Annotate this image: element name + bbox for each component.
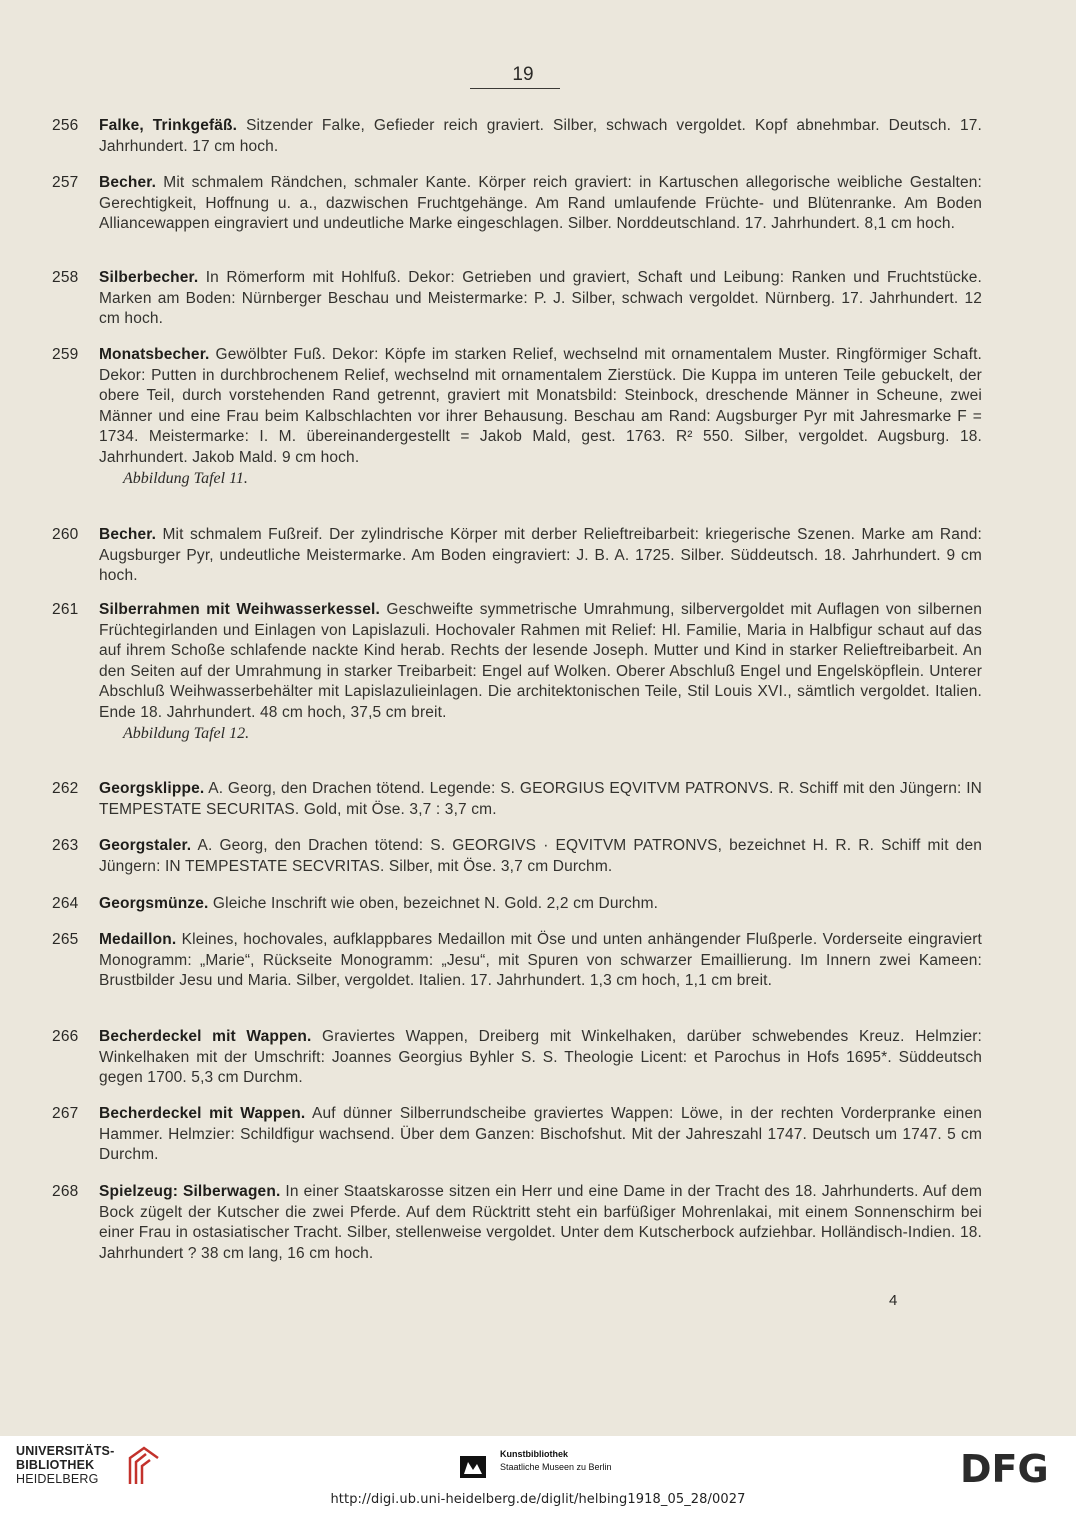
entry-body <box>99 600 982 723</box>
catalog-entry <box>52 116 982 157</box>
entry-number: 259 <box>52 346 79 363</box>
library-emblem-icon <box>124 1444 164 1488</box>
entry-text: Graviertes Wappen, Dreiberg mit Winkelhaken, darüber schwebendes Kreuz. Helmzier: Winkelhaken mit der Umschrift: Joannes Georgius Byhler S. S. Theologie Licent: et Parochus in Hofs 1695*. Süddeutsch gegen 1700. 5,3 cm Durchm. <box>99 1028 982 1086</box>
footer-bar <box>0 1436 1076 1513</box>
catalog-entry <box>52 600 982 744</box>
catalog-entry <box>52 1182 982 1264</box>
entry-title: Georgstaler. <box>99 837 192 854</box>
library-name-line: BIBLIOTHEK <box>16 1458 95 1472</box>
entry-number: 261 <box>52 601 79 618</box>
entry-number: 267 <box>52 1105 79 1122</box>
entry-body <box>99 1104 982 1166</box>
entry-title: Becher. <box>99 526 157 543</box>
entry-number: 260 <box>52 526 79 543</box>
entry-title: Becherdeckel mit Wappen. <box>99 1105 306 1122</box>
entry-title: Becherdeckel mit Wappen. <box>99 1028 312 1045</box>
kunstbibliothek-logo[interactable] <box>458 1448 658 1492</box>
entry-body <box>99 268 982 330</box>
catalog-entry <box>52 525 982 587</box>
entry-title: Becher. <box>99 174 157 191</box>
catalog-entry <box>52 345 982 489</box>
entry-number: 268 <box>52 1183 79 1200</box>
entry-number: 266 <box>52 1028 79 1045</box>
entry-text: Mit schmalem Rändchen, schmaler Kante. Körper reich graviert: in Kartuschen allegorische weibliche Gestalten: Gerechtigkeit, Hoffnung u. a., dazwischen Fruchtgehänge. Am Rand umlaufende Früchte- und Blütenranke. Am Boden Alliancewappen eingraviert und undeutliche Marke eingeschlagen. Silber. Norddeutschland. 17. Jahrhundert. 8,1 cm hoch. <box>99 174 982 232</box>
entry-number: 263 <box>52 837 79 854</box>
catalog-entry <box>52 268 982 330</box>
entry-text: Gleiche Inschrift wie oben, bezeichnet N. Gold. 2,2 cm Durchm. <box>208 895 659 912</box>
entry-text: Auf dünner Silberrundscheibe graviertes Wappen: Löwe, in der rechten Vorderpranke einen Hammer. Helmzier: Schildfigur wachsend. Über dem Ganzen: Bischofshut. Mit der Jahreszahl 1747. Deutsch um 1747. 5 cm Durchm. <box>99 1105 982 1163</box>
entry-body <box>99 345 982 468</box>
entry-number: 257 <box>52 174 79 191</box>
dfg-logo-text: DFG <box>960 1448 1049 1488</box>
entry-body <box>99 1027 982 1089</box>
entry-title: Spielzeug: Silberwagen. <box>99 1183 281 1200</box>
entry-title: Silberrahmen mit Weihwasserkessel. <box>99 601 380 618</box>
entry-body <box>99 1182 982 1264</box>
entry-text: Gewölbter Fuß. Dekor: Köpfe im starken Relief, wechselnd mit ornamentalem Muster. Ringförmiger Schaft. Dekor: Putten in durchbrochenem Relief, wechselnd mit ornamentalem Zierstück. Die Kuppa im unteren Teile gebuckelt, der obere Teil, durch vorstehenden Rand getrennt, graviert mit Monatsbild: Steinbock, dreschende Männer in Scheune, zwei Männer und eine Frau beim Kalbschlachten vor ihrer Behausung. Beschau am Rand: Augsburger Pyr mit Jahresmarke F = 1734. Meistermarke: I. M. übereinandergestellt = Jakob Mald, gest. 1763. R² 550. Silber, vergoldet. Augsburg. 18. Jahrhundert. Jakob Mald. 9 cm hoch. <box>99 346 982 466</box>
catalog-entry <box>52 930 982 992</box>
library-name-line: HEIDELBERG <box>16 1472 99 1486</box>
partner-subtitle: Staatliche Museen zu Berlin <box>500 1462 612 1472</box>
catalog-entry <box>52 894 982 915</box>
entry-body <box>99 173 982 235</box>
entry-body <box>99 525 982 587</box>
entry-title: Silberbecher. <box>99 269 199 286</box>
source-url-link[interactable]: http://digi.ub.uni-heidelberg.de/diglit/helbing1918_05_28/0027 <box>330 1492 746 1507</box>
entry-text: In Römerform mit Hohlfuß. Dekor: Getrieben und graviert, Schaft und Leibung: Ranken und Fruchtstücke. Marken am Boden: Nürnberger Beschau und Meistermarke: P. J. Silber, schwach vergoldet. Nürnberg. 17. Jahrhundert. 12 cm hoch. <box>99 269 982 327</box>
entry-body <box>99 836 982 877</box>
entry-text: A. Georg, den Drachen tötend. Legende: S. GEORGIUS EQVITVM PATRONVS. R. Schiff mit den Jüngern: IN TEMPESTATE SECURITAS. Gold, mit Öse. 3,7 : 3,7 cm. <box>99 780 982 818</box>
figure-reference: Abbildung Tafel 12. <box>123 725 250 742</box>
catalog-entry <box>52 836 982 877</box>
entry-title: Georgsmünze. <box>99 895 209 912</box>
entry-text: Kleines, hochovales, aufklappbares Medaillon mit Öse und unten anhängender Flußperle. Vorderseite eingraviert Monogramm: „Marie“, Rückseite Monogramm: „Jesu“, mit Spuren von schwarzer Emaillierung. Im Innern zwei Kameen: Brustbilder Jesu und Maria. Silber, vergoldet. Italien. 17. Jahrhundert. 1,3 cm hoch, 1,1 cm breit. <box>99 931 982 989</box>
entry-text: A. Georg, den Drachen tötend: S. GEORGIVS · EQVITVM PATRONVS, bezeichnet H. R. R. Schiff mit den Jüngern: IN TEMPESTATE SECVRITAS. Silber, mit Öse. 3,7 cm Durchm. <box>99 837 982 875</box>
catalog-entry <box>52 173 982 235</box>
entry-number: 256 <box>52 117 79 134</box>
entry-text: Sitzender Falke, Gefieder reich graviert. Silber, schwach vergoldet. Kopf abnehmbar. Deutsch. 17. Jahrhundert. 17 cm hoch. <box>99 117 982 155</box>
entry-title: Georgsklippe. <box>99 780 205 797</box>
entry-body <box>99 779 982 820</box>
catalog-entry <box>52 779 982 820</box>
entry-text: Geschweifte symmetrische Umrahmung, silbervergoldet mit Auflagen von silbernen Früchtegirlanden und Einlagen von Lapislazuli. Hochovaler Rahmen mit Relief: Hl. Familie, Maria in Halbfigur schaut auf das auf ihrem Schoße schlafende nackte Kind herab. Rechts der lesende Joseph. Mutter und Kind in starker Relieftreibarbeit. An den Seiten auf der Umrahmung in starker Treibarbeit: Engel auf Wolken. Oberer Abschluß Engel und Engelsköpflein. Unterer Abschluß Weihwasserbehälter mit Lapislazulieinlagen. Die architektonischen Teile, Stil Louis XVI., sämtlich vergoldet. Italien. Ende 18. Jahrhundert. 48 cm hoch, 37,5 cm breit. <box>99 601 982 721</box>
entry-number: 258 <box>52 269 79 286</box>
signature-mark: 4 <box>889 1292 898 1309</box>
entry-number: 264 <box>52 895 79 912</box>
entry-number: 265 <box>52 931 79 948</box>
page-number: 19 <box>512 64 534 85</box>
catalog-entry <box>52 1104 982 1166</box>
catalog-entry <box>52 1027 982 1089</box>
entry-body <box>99 930 982 992</box>
entry-title: Medaillon. <box>99 931 177 948</box>
library-name-line: UNIVERSITÄTS- <box>16 1444 115 1458</box>
museum-logo-icon <box>458 1450 488 1480</box>
entry-text: In einer Staatskarosse sitzen ein Herr und eine Dame in der Tracht des 18. Jahrhunderts. Auf dem Bock zügelt der Kutscher die zwei Pferde. Auf dem Rücktritt steht ein barfüßiger Mohrenlakai, mit einem Sonnenschirm bei einer Frau in ostasiatischer Tracht. Silber, stellenweise vergoldet. Unter dem Kutscherbock aufziehbar. Holländisch-Indien. 18. Jahrhundert ? 38 cm lang, 16 cm hoch. <box>99 1183 982 1262</box>
entry-text: Mit schmalem Fußreif. Der zylindrische Körper mit derber Relieftreibarbeit: kriegerische Szenen. Marke am Rand: Augsburger Pyr, undeutliche Meistermarke. Am Boden eingraviert: J. B. A. 1725. Silber. Süddeutsch. 18. Jahrhundert. 9 cm hoch. <box>99 526 982 584</box>
entry-title: Monatsbecher. <box>99 346 210 363</box>
partner-name: Kunstbibliothek <box>500 1449 568 1459</box>
entry-title: Falke, Trinkgefäß. <box>99 117 238 134</box>
dfg-logo[interactable] <box>958 1448 1062 1488</box>
page-number-rule <box>470 88 560 89</box>
entry-number: 262 <box>52 780 79 797</box>
entry-body <box>99 894 982 915</box>
figure-reference: Abbildung Tafel 11. <box>123 470 248 487</box>
entry-body <box>99 116 982 157</box>
